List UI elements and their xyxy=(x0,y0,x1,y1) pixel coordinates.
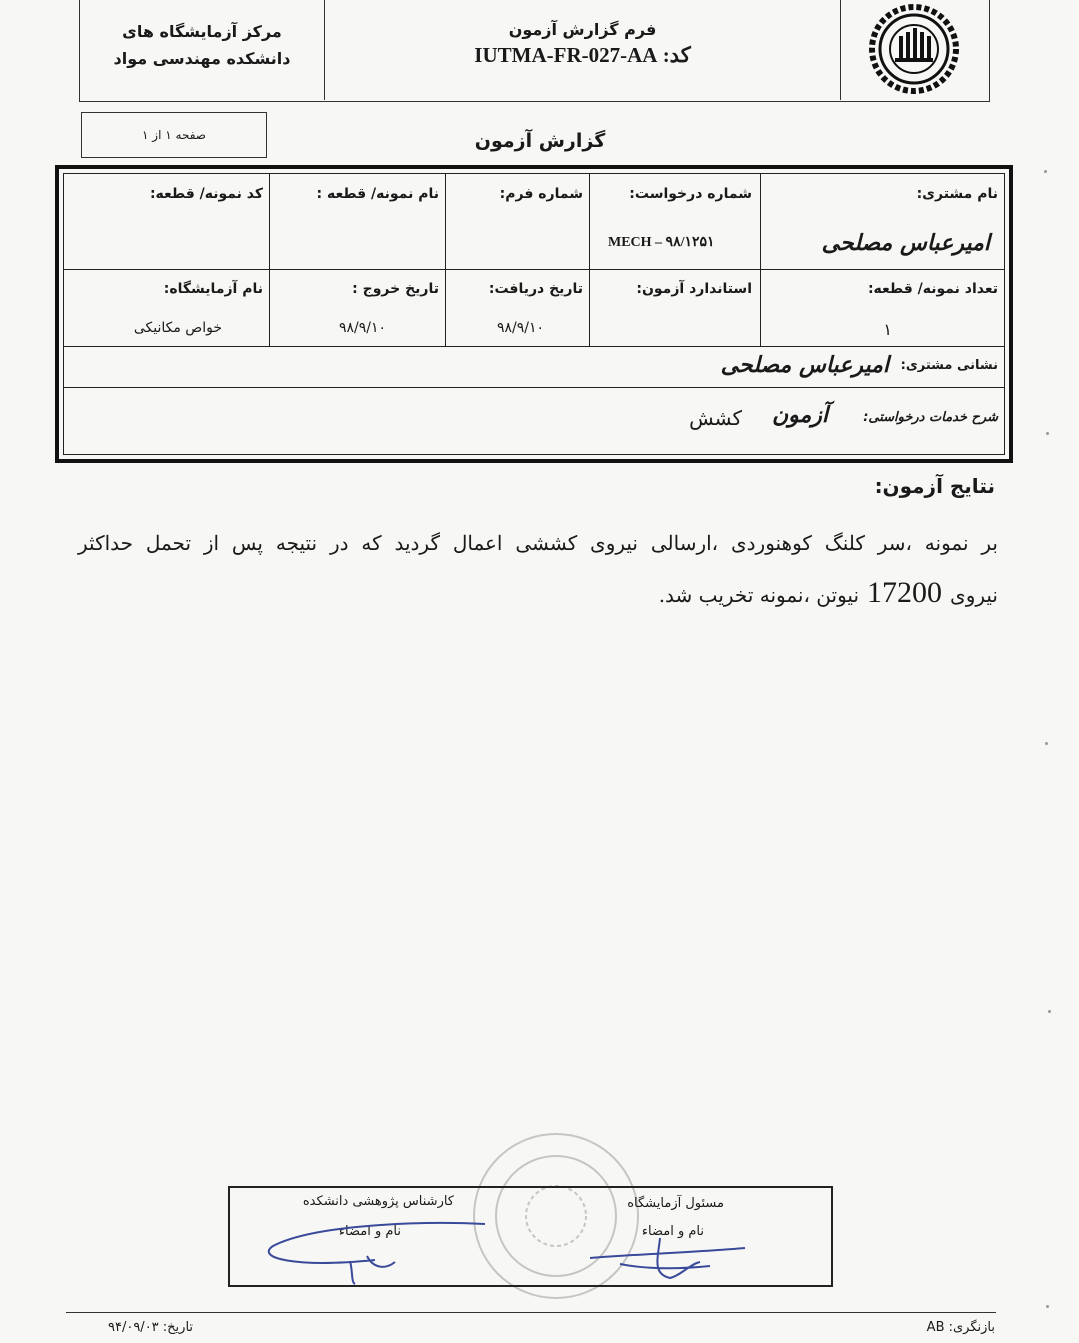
receive-date-label: تاریخ دریافت: xyxy=(488,281,583,297)
form-date-label: تاریخ: ۹۴/۰۹/۰۳ xyxy=(108,1320,194,1335)
exit-date-label: تاریخ خروج : xyxy=(352,281,439,297)
form-code: کد: IUTMA-FR-027-AA xyxy=(474,43,691,67)
requested-services-label: شرح خدمات درخواستی: xyxy=(863,410,998,425)
request-number-label: شماره درخواست: xyxy=(629,186,752,202)
lab-center-cell xyxy=(80,0,324,100)
page-number-box: صفحه ۱ از ۱ xyxy=(81,112,267,158)
form-title-cell xyxy=(324,0,840,100)
request-number-value: MECH – ۹۸/۱۲۵۱ xyxy=(608,235,715,250)
report-title: گزارش آزمون xyxy=(474,130,606,152)
results-text-part2: نیوتن ،نمونه تخریب شد. xyxy=(658,583,860,607)
results-text-part1: بر نمونه ،سر کلنگ کوهنوردی ،ارسالی نیروی کششی اعمال گردید که در نتیجه پس از تحمل حداکثر نیروی xyxy=(78,531,998,607)
signature-box xyxy=(228,1186,833,1287)
customer-address-value: امیرعباس مصلحی xyxy=(720,352,889,378)
results-title: نتایج آزمون: xyxy=(874,474,995,498)
form-number-label: شماره فرم: xyxy=(499,186,583,202)
sample-code-label: کد نمونه/ قطعه: xyxy=(149,186,263,202)
report-info-table xyxy=(55,165,1013,463)
sample-count-value: ۱ xyxy=(883,320,892,339)
faculty-expert-sign-label: نام و امضاء xyxy=(338,1224,401,1239)
footer-divider xyxy=(66,1312,996,1313)
document-header xyxy=(79,0,990,102)
lab-manager-sign-label: نام و امضاء xyxy=(641,1224,704,1239)
customer-name-label: نام مشتری: xyxy=(916,186,998,202)
max-force-value: 17200 xyxy=(867,576,943,609)
receive-date-value: ۹۸/۹/۱۰ xyxy=(496,320,544,336)
lab-name-label: نام آزمایشگاه: xyxy=(163,281,263,297)
sample-name-label: نام نمونه/ قطعه : xyxy=(316,186,439,202)
faculty-expert-label: کارشناس پژوهشی دانشکده xyxy=(302,1194,454,1209)
lab-name-value: خواص مکانیکی xyxy=(133,320,222,336)
requested-service-value: آزمون xyxy=(771,402,828,428)
exit-date-value: ۹۸/۹/۱۰ xyxy=(338,320,386,336)
requested-service-type: کشش xyxy=(689,406,742,430)
lab-manager-label: مسئول آزمایشگاه xyxy=(627,1196,724,1211)
customer-name-value: امیرعباس مصلحی xyxy=(821,230,990,256)
customer-address-label: نشانی مشتری: xyxy=(900,358,998,373)
test-standard-label: استاندارد آزمون: xyxy=(636,281,752,297)
logo-cell xyxy=(840,0,989,100)
lab-center-name: مرکز آزمایشگاه های xyxy=(122,22,282,41)
form-title: فرم گزارش آزمون xyxy=(508,20,657,39)
results-text xyxy=(78,518,998,620)
sample-count-label: تعداد نمونه/ قطعه: xyxy=(867,281,998,297)
expert-signature-icon xyxy=(255,1216,505,1286)
university-emblem-icon xyxy=(861,2,967,96)
manager-signature-icon xyxy=(580,1218,750,1284)
revision-label: بازنگری: AB xyxy=(926,1320,995,1335)
faculty-name: دانشکده مهندسی مواد xyxy=(113,49,291,68)
